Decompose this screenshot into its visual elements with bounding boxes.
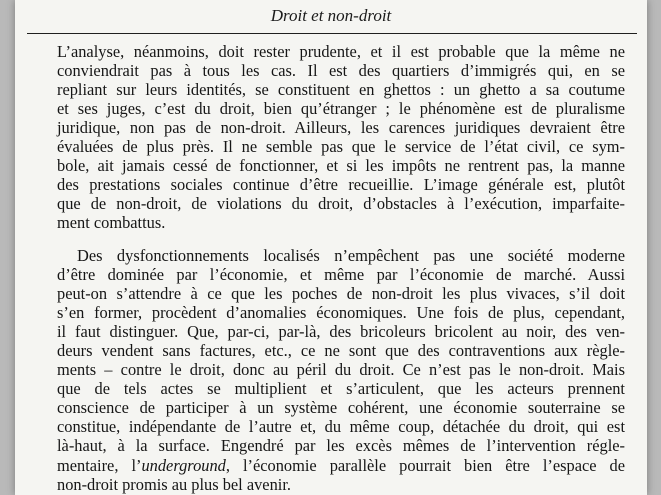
text-segment: mentaire, l’ xyxy=(57,455,142,475)
text-line: là-haut, à la surface. Engendré par les excès mêmes de l’intervention régle- xyxy=(57,436,625,456)
paragraph-2 xyxy=(57,246,625,494)
text-line: conscience de participer à un système cohérent, une économie souterraine se xyxy=(57,398,625,418)
text-line: s’en former, procèdent d’anomalies économiques. Une fois de plus, cependant, xyxy=(57,303,625,323)
text-line: bole, ait jamais cessé de fonctionner, et si les impôts ne rentrent pas, la manne xyxy=(57,156,625,176)
text-line: des prestations sociales continue d’être recueillie. L’image générale est, plutôt xyxy=(57,175,625,195)
text-line: peut-on s’attendre à ce que les poches de non-droit les plus vivaces, s’il doit xyxy=(57,284,625,304)
text-line: constitue, indépendante de l’autre et, du même coup, détachée du droit, qui est xyxy=(57,417,625,437)
text-line: non-droit promis au plus bel avenir. xyxy=(57,474,291,494)
text-line: que de non-droit, de violations du droit, d’obstacles à l’exécution, imparfaite- xyxy=(57,194,625,214)
text-line: repliant sur leurs identités, se constituent en ghettos : un ghetto a sa coutume xyxy=(57,80,625,100)
header-rule xyxy=(27,33,637,34)
paragraph-1 xyxy=(57,42,625,232)
text-line: juridique, non pas de non-droit. Ailleurs, les carences juridiques devraient être xyxy=(57,118,625,138)
italic-term: underground xyxy=(141,455,226,475)
text-segment: , l’économie parallèle pourrait bien être l’espace de xyxy=(225,455,626,475)
text-line: ments – contre le droit, donc au péril du droit. Ce n’est pas le non-droit. Mais xyxy=(57,360,625,380)
text-line: deurs vendent sans factures, etc., ce ne sont que des contraventions aux règle- xyxy=(57,341,625,361)
text-line: Des dysfonctionnements localisés n’empêchent pas une société moderne xyxy=(77,246,625,265)
text-line: que de tels actes se multiplient et s’articulent, que les acteurs prennent xyxy=(57,379,625,399)
text-line: L’analyse, néanmoins, doit rester prudente, et il est probable que la même ne xyxy=(57,42,625,61)
text-line: conviendrait pas à tous les cas. Il est des quartiers d’immigrés qui, en se xyxy=(57,61,625,81)
text-line: d’être dominée par l’économie, et même par l’économie de marché. Aussi xyxy=(57,265,625,285)
running-head-title: Droit et non-droit xyxy=(270,6,392,25)
text-line-with-italic xyxy=(57,456,625,475)
text-line: il faut distinguer. Que, par-ci, par-là, des bricoleurs bricolent au noir, des ven- xyxy=(57,322,625,342)
text-line: ment combattus. xyxy=(57,213,166,233)
text-line: et ses juges, c’est du droit, bien qu’étranger ; le phénomène est de pluralisme xyxy=(57,99,625,119)
text-line: évaluées de plus près. Il ne semble pas que le service de l’état civil, ce sym- xyxy=(57,137,625,157)
book-page xyxy=(15,0,647,495)
